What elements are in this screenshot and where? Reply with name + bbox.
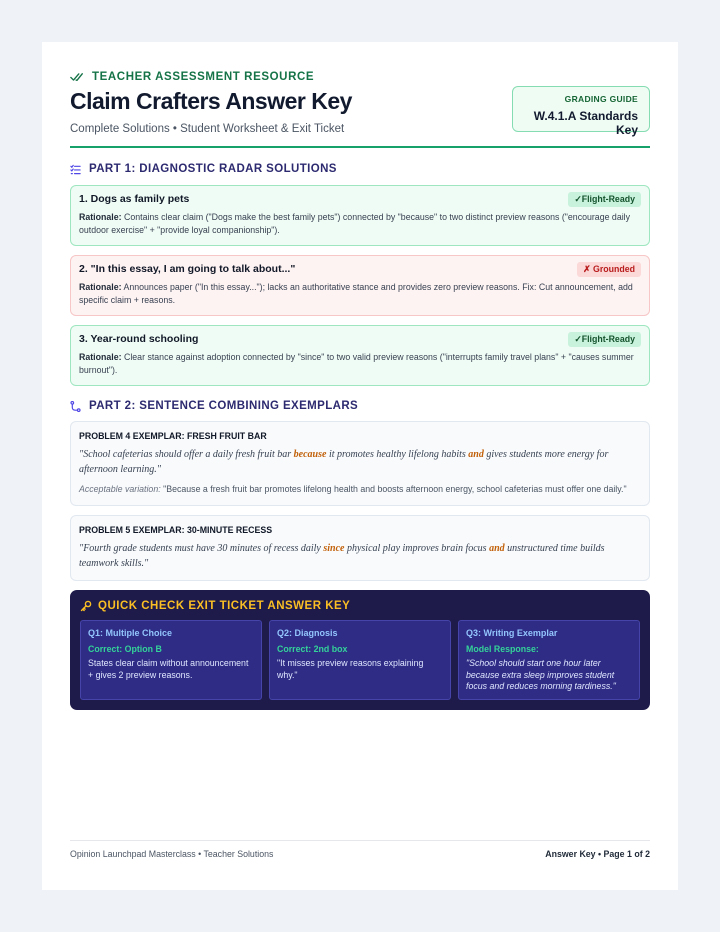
part1-heading — [70, 163, 650, 175]
rationale-label: Rationale: — [79, 282, 122, 292]
acceptable-variation — [79, 483, 641, 496]
header-divider — [70, 146, 650, 148]
exit-ticket-correct: Correct: 2nd box — [277, 644, 348, 654]
exemplar-heading-4: PROBLEM 4 EXEMPLAR: FRESH FRUIT BAR — [79, 431, 267, 441]
part2-heading-text: PART 2: SENTENCE COMBINING EXEMPLARS — [89, 400, 359, 412]
resource-eyebrow — [70, 70, 650, 84]
exemplar-card-4 — [70, 421, 650, 506]
key-icon — [80, 600, 92, 612]
sentence-part: gives students more energy for afternoon learning." — [79, 449, 609, 475]
page-footer — [70, 840, 650, 859]
rationale-text: Clear stance against adoption connected by "since" to two valid preview reasons ("interrupts family travel plans" + "causes summer burnout"). — [79, 352, 634, 375]
grading-guide-box — [512, 86, 650, 137]
exit-ticket-body: "It misses preview reasons explaining why." — [277, 658, 424, 680]
flight-ready-badge: ✓Flight-Ready — [568, 332, 641, 347]
double-check-icon — [70, 70, 84, 84]
sentence-part: "School cafeterias should offer a daily fresh fruit bar — [79, 449, 294, 460]
exit-ticket-q2 — [269, 620, 451, 700]
exemplar-heading-5: PROBLEM 5 EXEMPLAR: 30-MINUTE RECESS — [79, 525, 273, 535]
rationale-text: Announces paper ("In this essay..."); lacks an authoritative stance and provides zero preview reasons. Fix: Cut announcement, add specific claim + reasons. — [79, 282, 633, 305]
diagnostic-rationale-3 — [79, 351, 641, 377]
exemplar-card-5 — [70, 515, 650, 581]
footer-left: Opinion Launchpad Masterclass • Teacher Solutions — [70, 849, 274, 859]
exit-ticket-body: "School should start one hour later because extra sleep improves student focus and reduces morning tardiness." — [466, 658, 616, 691]
page-subtitle: Complete Solutions • Student Worksheet & Exit Ticket — [70, 123, 345, 135]
quick-check-heading-text: QUICK CHECK EXIT TICKET ANSWER KEY — [98, 600, 351, 612]
sentence-part: "Fourth grade students must have 30 minutes of recess daily — [79, 543, 324, 554]
diagnostic-question-3: 3. Year-round schooling — [79, 333, 199, 345]
part1-heading-text: PART 1: DIAGNOSTIC RADAR SOLUTIONS — [89, 163, 337, 175]
conjunction-keyword: since — [323, 543, 345, 554]
exit-ticket-body: States clear claim without announcement + gives 2 preview reasons. — [88, 658, 249, 680]
exit-ticket-q3 — [458, 620, 640, 700]
diagnostic-card-2 — [70, 255, 650, 316]
exit-ticket-correct: Correct: Option B — [88, 644, 162, 654]
diagnostic-rationale-2 — [79, 281, 641, 307]
diagnostic-question-1: 1. Dogs as family pets — [79, 193, 190, 205]
grading-guide-value: W.4.1.A Standards Key — [533, 109, 638, 137]
diagnostic-card-3 — [70, 325, 650, 386]
grading-guide-label: GRADING GUIDE — [564, 94, 638, 104]
checklist-icon — [70, 164, 81, 175]
conjunction-keyword: because — [293, 449, 327, 460]
page-title: Claim Crafters Answer Key — [70, 88, 352, 114]
exit-ticket-q1 — [80, 620, 262, 700]
sentence-part: physical play improves brain focus — [344, 543, 490, 554]
diagnostic-question-2: 2. "In this essay, I am going to talk about..." — [79, 263, 296, 275]
exit-ticket-title: Q2: Diagnosis — [277, 628, 338, 638]
exemplar-sentence-4 — [79, 447, 641, 477]
exit-ticket-title: Q3: Writing Exemplar — [466, 628, 558, 638]
quick-check-heading — [80, 600, 640, 612]
part2-heading — [70, 400, 650, 412]
variation-text: "Because a fresh fruit bar promotes lifelong health and boosts afternoon energy, school cafeterias must offer one daily." — [160, 484, 627, 494]
footer-page-number: Answer Key • Page 1 of 2 — [545, 849, 650, 859]
variation-label: Acceptable variation: — [79, 484, 161, 494]
exit-ticket-title: Q1: Multiple Choice — [88, 628, 173, 638]
eyebrow-text: TEACHER ASSESSMENT RESOURCE — [92, 71, 315, 83]
grounded-badge: ✗ Grounded — [577, 262, 641, 277]
diagnostic-card-1 — [70, 185, 650, 246]
flight-ready-badge: ✓Flight-Ready — [568, 192, 641, 207]
rationale-label: Rationale: — [79, 352, 122, 362]
conjunction-keyword: and — [489, 543, 505, 554]
exemplar-sentence-5 — [79, 541, 641, 571]
answer-key-page — [42, 42, 678, 890]
quick-check-panel — [70, 590, 650, 710]
rationale-label: Rationale: — [79, 212, 122, 222]
sentence-part: unstructured time builds teamwork skills." — [79, 543, 605, 569]
sentence-part: it promotes healthy lifelong habits — [326, 449, 469, 460]
exit-ticket-correct: Model Response: — [466, 644, 539, 654]
diagnostic-rationale-1 — [79, 211, 641, 237]
branch-icon — [70, 401, 81, 412]
conjunction-keyword: and — [468, 449, 484, 460]
rationale-text: Contains clear claim ("Dogs make the best family pets") connected by "because" to two distinct preview reasons ("encourage daily outdoor exercise" + "provide loyal companionship"). — [79, 212, 631, 235]
